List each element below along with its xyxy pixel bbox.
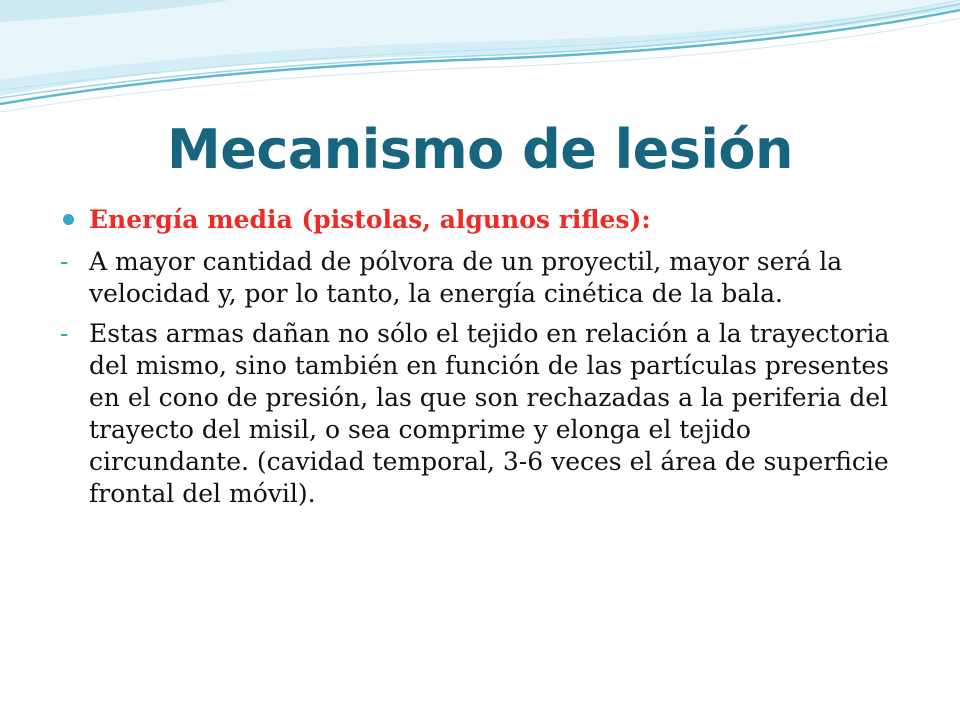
header-wave-decoration [0, 0, 960, 130]
dash-list-item [60, 318, 890, 510]
dash-item-text: Estas armas dañan no sólo el tejido en relación a la trayectoria del mismo, sino también en función de las partículas presentes en el cono de presión, las que son rechazadas a la periferia del trayecto del misil, o sea comprime y elonga el tejido circundante. (cavidad temporal, 3-6 veces el área de superficie frontal del móvil). [89, 319, 890, 508]
bullet-heading [60, 204, 890, 236]
dash-marker: - [60, 247, 69, 276]
bullet-dot-icon [63, 214, 74, 225]
bullet-heading-text: Energía media (pistolas, algunos rifles): [89, 205, 651, 234]
slide-body [60, 204, 890, 518]
dash-marker: - [60, 319, 69, 348]
dash-item-text: A mayor cantidad de pólvora de un proyectil, mayor será la velocidad y, por lo tanto, la energía cinética de la bala. [89, 247, 843, 308]
slide-title: Mecanismo de lesión [167, 118, 793, 181]
dash-list-item [60, 246, 890, 310]
